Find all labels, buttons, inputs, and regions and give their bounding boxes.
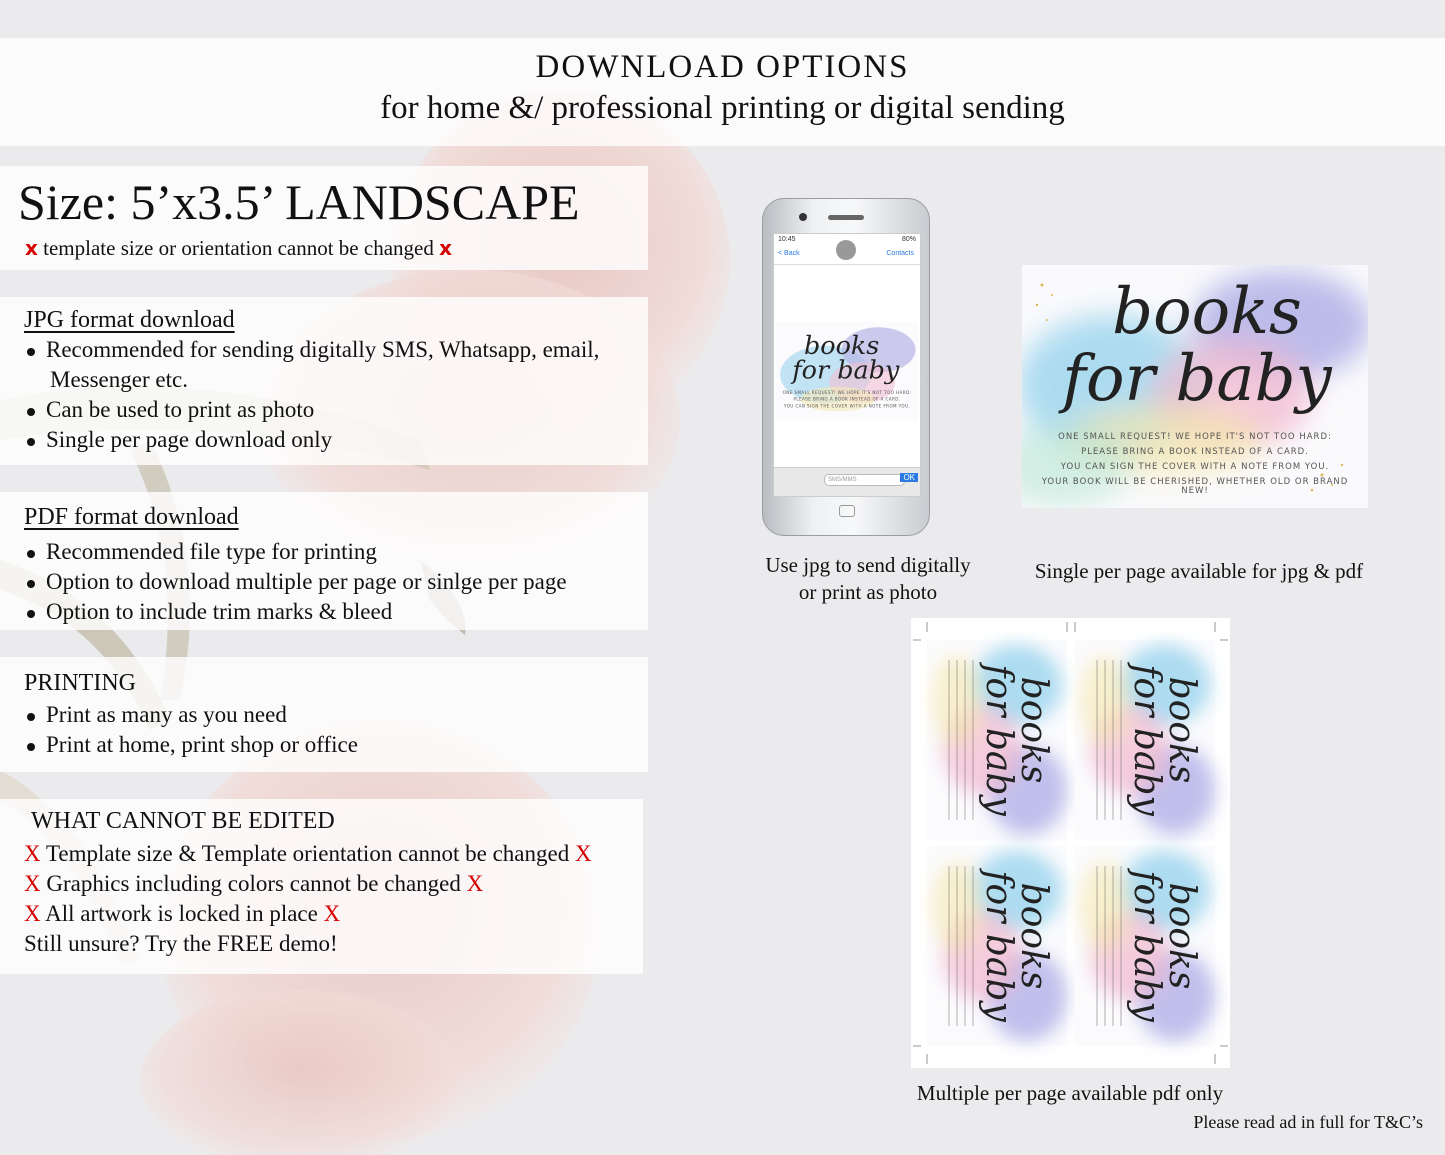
sheet-graphic bbox=[911, 618, 1230, 1068]
list-item: X Graphics including colors cannot be changed X bbox=[24, 871, 484, 896]
phone-screen bbox=[773, 233, 921, 497]
multi-card-sheet bbox=[911, 618, 1230, 1068]
red-x-icon: x bbox=[439, 236, 452, 260]
card-title-line1: books bbox=[803, 329, 880, 360]
cannot-edit-heading: WHAT CANNOT BE EDITED bbox=[31, 808, 335, 834]
multi-caption: Multiple per page available pdf only bbox=[916, 1081, 1224, 1105]
card-text-3: YOU CAN SIGN THE COVER WITH A NOTE FROM YOU. bbox=[1060, 462, 1330, 472]
red-x-icon: X bbox=[24, 871, 41, 896]
status-time: 10:45 bbox=[778, 236, 796, 243]
cannot-edit-list bbox=[24, 839, 592, 959]
speaker-icon bbox=[828, 215, 864, 220]
card-thumbnail bbox=[776, 318, 918, 424]
red-x-icon: X bbox=[466, 871, 484, 896]
size-panel bbox=[0, 166, 648, 270]
jpg-list bbox=[24, 335, 599, 455]
home-button-icon bbox=[839, 505, 855, 517]
size-note-text: template size or orientation cannot be changed bbox=[43, 236, 434, 260]
card-title-line1: books bbox=[1112, 275, 1302, 349]
card-text-4: YOUR BOOK WILL BE CHERISHED, WHETHER OLD OR BRAND bbox=[1041, 477, 1349, 487]
pdf-list bbox=[24, 537, 567, 627]
printing-heading: PRINTING bbox=[24, 670, 136, 696]
list-item: Print as many as you need bbox=[24, 700, 358, 730]
card-text-1: ONE SMALL REQUEST! WE HOPE IT'S NOT TOO HARD: bbox=[782, 390, 912, 396]
card-text-2: PLEASE BRING A BOOK INSTEAD OF A CARD. bbox=[1081, 447, 1309, 457]
fine-print: Please read ad in full for T&C’s bbox=[1193, 1112, 1423, 1132]
list-item: Recommended for sending digitally SMS, Whatsapp, email, bbox=[24, 335, 599, 365]
card-text-2: PLEASE BRING A BOOK INSTEAD OF A CARD. bbox=[793, 396, 901, 402]
card-text-5: NEW! bbox=[1181, 486, 1209, 496]
list-item: X All artwork is locked in place X bbox=[24, 901, 341, 926]
card-title-line2: for baby bbox=[1062, 342, 1332, 416]
size-title: Size: 5’x3.5’ LANDSCAPE bbox=[18, 174, 580, 230]
printing-list bbox=[24, 700, 358, 760]
single-caption: Single per page available for jpg & pdf bbox=[1034, 559, 1364, 583]
pdf-heading: PDF format download bbox=[24, 504, 239, 530]
sheet-card-3 bbox=[927, 846, 1067, 1046]
list-item: Can be used to print as photo bbox=[24, 395, 599, 425]
ok-button[interactable]: OK bbox=[900, 473, 918, 482]
red-x-icon: X bbox=[24, 841, 41, 866]
message-header bbox=[774, 234, 920, 265]
list-item: Messenger etc. bbox=[50, 367, 188, 392]
red-x-icon: X bbox=[323, 901, 341, 926]
sheet-card-4 bbox=[1075, 846, 1215, 1046]
sheet-card-1 bbox=[927, 640, 1067, 840]
list-item: Print at home, print shop or office bbox=[24, 730, 358, 760]
red-x-icon: x bbox=[25, 236, 38, 260]
card-text-1: ONE SMALL REQUEST! WE HOPE IT'S NOT TOO HARD: bbox=[1058, 432, 1332, 442]
phone-caption: Use jpg to send digitally or print as photo bbox=[765, 553, 971, 604]
printing-panel bbox=[0, 657, 648, 772]
camera-icon bbox=[799, 213, 807, 221]
demo-note: Still unsure? Try the FREE demo! bbox=[24, 931, 338, 956]
sheet-card-2 bbox=[1075, 640, 1215, 840]
page-header bbox=[0, 48, 1445, 130]
list-item: Recommended file type for printing bbox=[24, 537, 567, 567]
back-button[interactable]: < Back bbox=[778, 250, 800, 257]
message-compose-bar bbox=[774, 467, 920, 496]
pdf-panel bbox=[0, 492, 648, 630]
size-note bbox=[25, 236, 452, 261]
status-battery: 80% bbox=[901, 236, 916, 243]
jpg-heading: JPG format download bbox=[24, 307, 235, 333]
avatar bbox=[836, 240, 856, 260]
red-x-icon: X bbox=[24, 901, 41, 926]
page-subtitle: for home &/ professional printing or digital sending bbox=[380, 90, 1065, 126]
list-item: Option to include trim marks & bleed bbox=[24, 597, 567, 627]
message-input[interactable]: SMS/MMS bbox=[824, 474, 905, 486]
list-item: Single per page download only bbox=[24, 425, 599, 455]
page-title: DOWNLOAD OPTIONS bbox=[535, 49, 910, 85]
list-item: Option to download multiple per page or sinlge per page bbox=[24, 567, 567, 597]
card-title-line2: for baby bbox=[792, 354, 900, 385]
cannot-edit-panel bbox=[0, 799, 643, 974]
contacts-button[interactable]: Contacts bbox=[886, 250, 914, 257]
jpg-panel bbox=[0, 297, 648, 465]
red-x-icon: X bbox=[574, 841, 592, 866]
single-card-preview bbox=[1022, 265, 1368, 508]
phone-mockup bbox=[762, 198, 930, 536]
card-text-3: YOU CAN SIGN THE COVER WITH A NOTE FROM YOU. bbox=[783, 403, 911, 409]
list-item: X Template size & Template orientation cannot be changed X bbox=[24, 841, 592, 866]
